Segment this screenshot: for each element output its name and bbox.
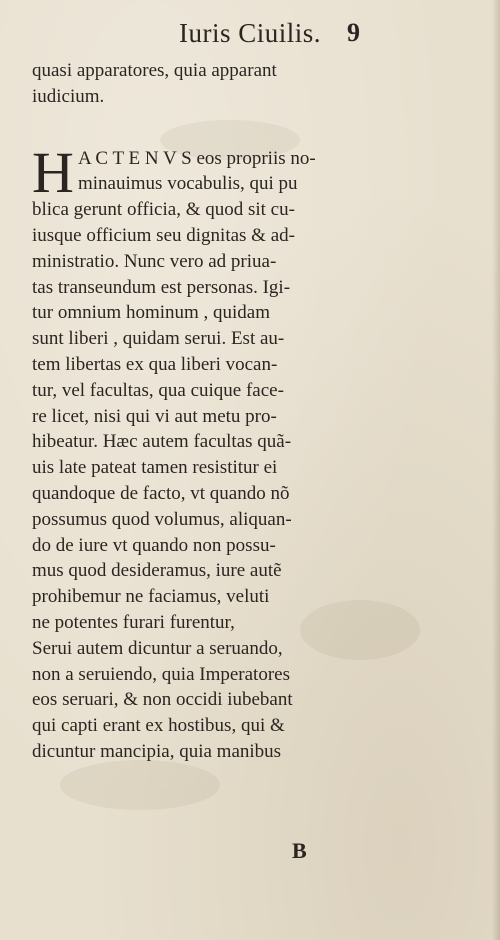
text-line: re licet, nisi qui vi aut metu pro- (32, 405, 277, 427)
text-line: tur, vel facultas, qua cuique face- (32, 379, 284, 401)
page-number: 9 (347, 18, 360, 47)
text-line: hibeatur. Hæc autem facultas quã- (32, 431, 292, 453)
text-line: quasi apparatores, quia apparant (32, 60, 277, 81)
main-paragraph (32, 197, 402, 765)
drop-cap: H (32, 139, 74, 205)
text-line: eos seruari, & non occidi iubebant (32, 689, 293, 711)
text-line: qui capti erant ex hostibus, qui & (32, 715, 285, 737)
text-line: mus quod desideramus, iure autẽ (32, 560, 282, 582)
running-title: Iuris Ciuilis. (178, 18, 321, 48)
text-line: possumus quod volumus, aliquan- (32, 508, 292, 530)
text-line: prohibemur ne faciamus, veluti (32, 586, 270, 608)
section-gap (32, 110, 402, 146)
text-line: iusque officium seu dignitas & ad- (32, 224, 295, 246)
text-line: dicuntur mancipia, quia manibus (32, 740, 282, 762)
text-line: do de iure vt quando non possu- (32, 534, 276, 556)
text-line: non a seruiendo, quia Imperatores (32, 663, 290, 685)
text-line: A C T E N V S eos propriis no- (78, 147, 316, 169)
text-line: Serui autem dicuntur a seruando, (32, 637, 283, 659)
text-line: ministratio. Nunc vero ad priua- (32, 250, 277, 272)
text-line: sunt liberi , quidam serui. Est au- (32, 328, 285, 350)
text-line: ne potentes furari furentur, (32, 611, 235, 633)
text-line: tur omnium hominum , quidam (32, 302, 271, 324)
signature-mark: B (292, 838, 307, 863)
text-line: minauimus vocabulis, qui pu (78, 173, 298, 195)
paper-stain (60, 760, 220, 810)
text-line: uis late pateat tamen resistitur ei (32, 457, 278, 479)
text-line: tas transeundum est personas. Igi- (32, 276, 291, 298)
text-line: iudicium. (32, 85, 105, 107)
text-line: quandoque de facto, vt quando nõ (32, 482, 290, 504)
body-text (32, 58, 402, 765)
running-header (0, 18, 500, 54)
page-edge-shadow (492, 0, 500, 940)
text-line: blica gerunt officia, & quod sit cu- (32, 199, 295, 221)
initial-paragraph (32, 139, 402, 205)
text-line: tem libertas ex qua liberi vocan- (32, 353, 278, 375)
